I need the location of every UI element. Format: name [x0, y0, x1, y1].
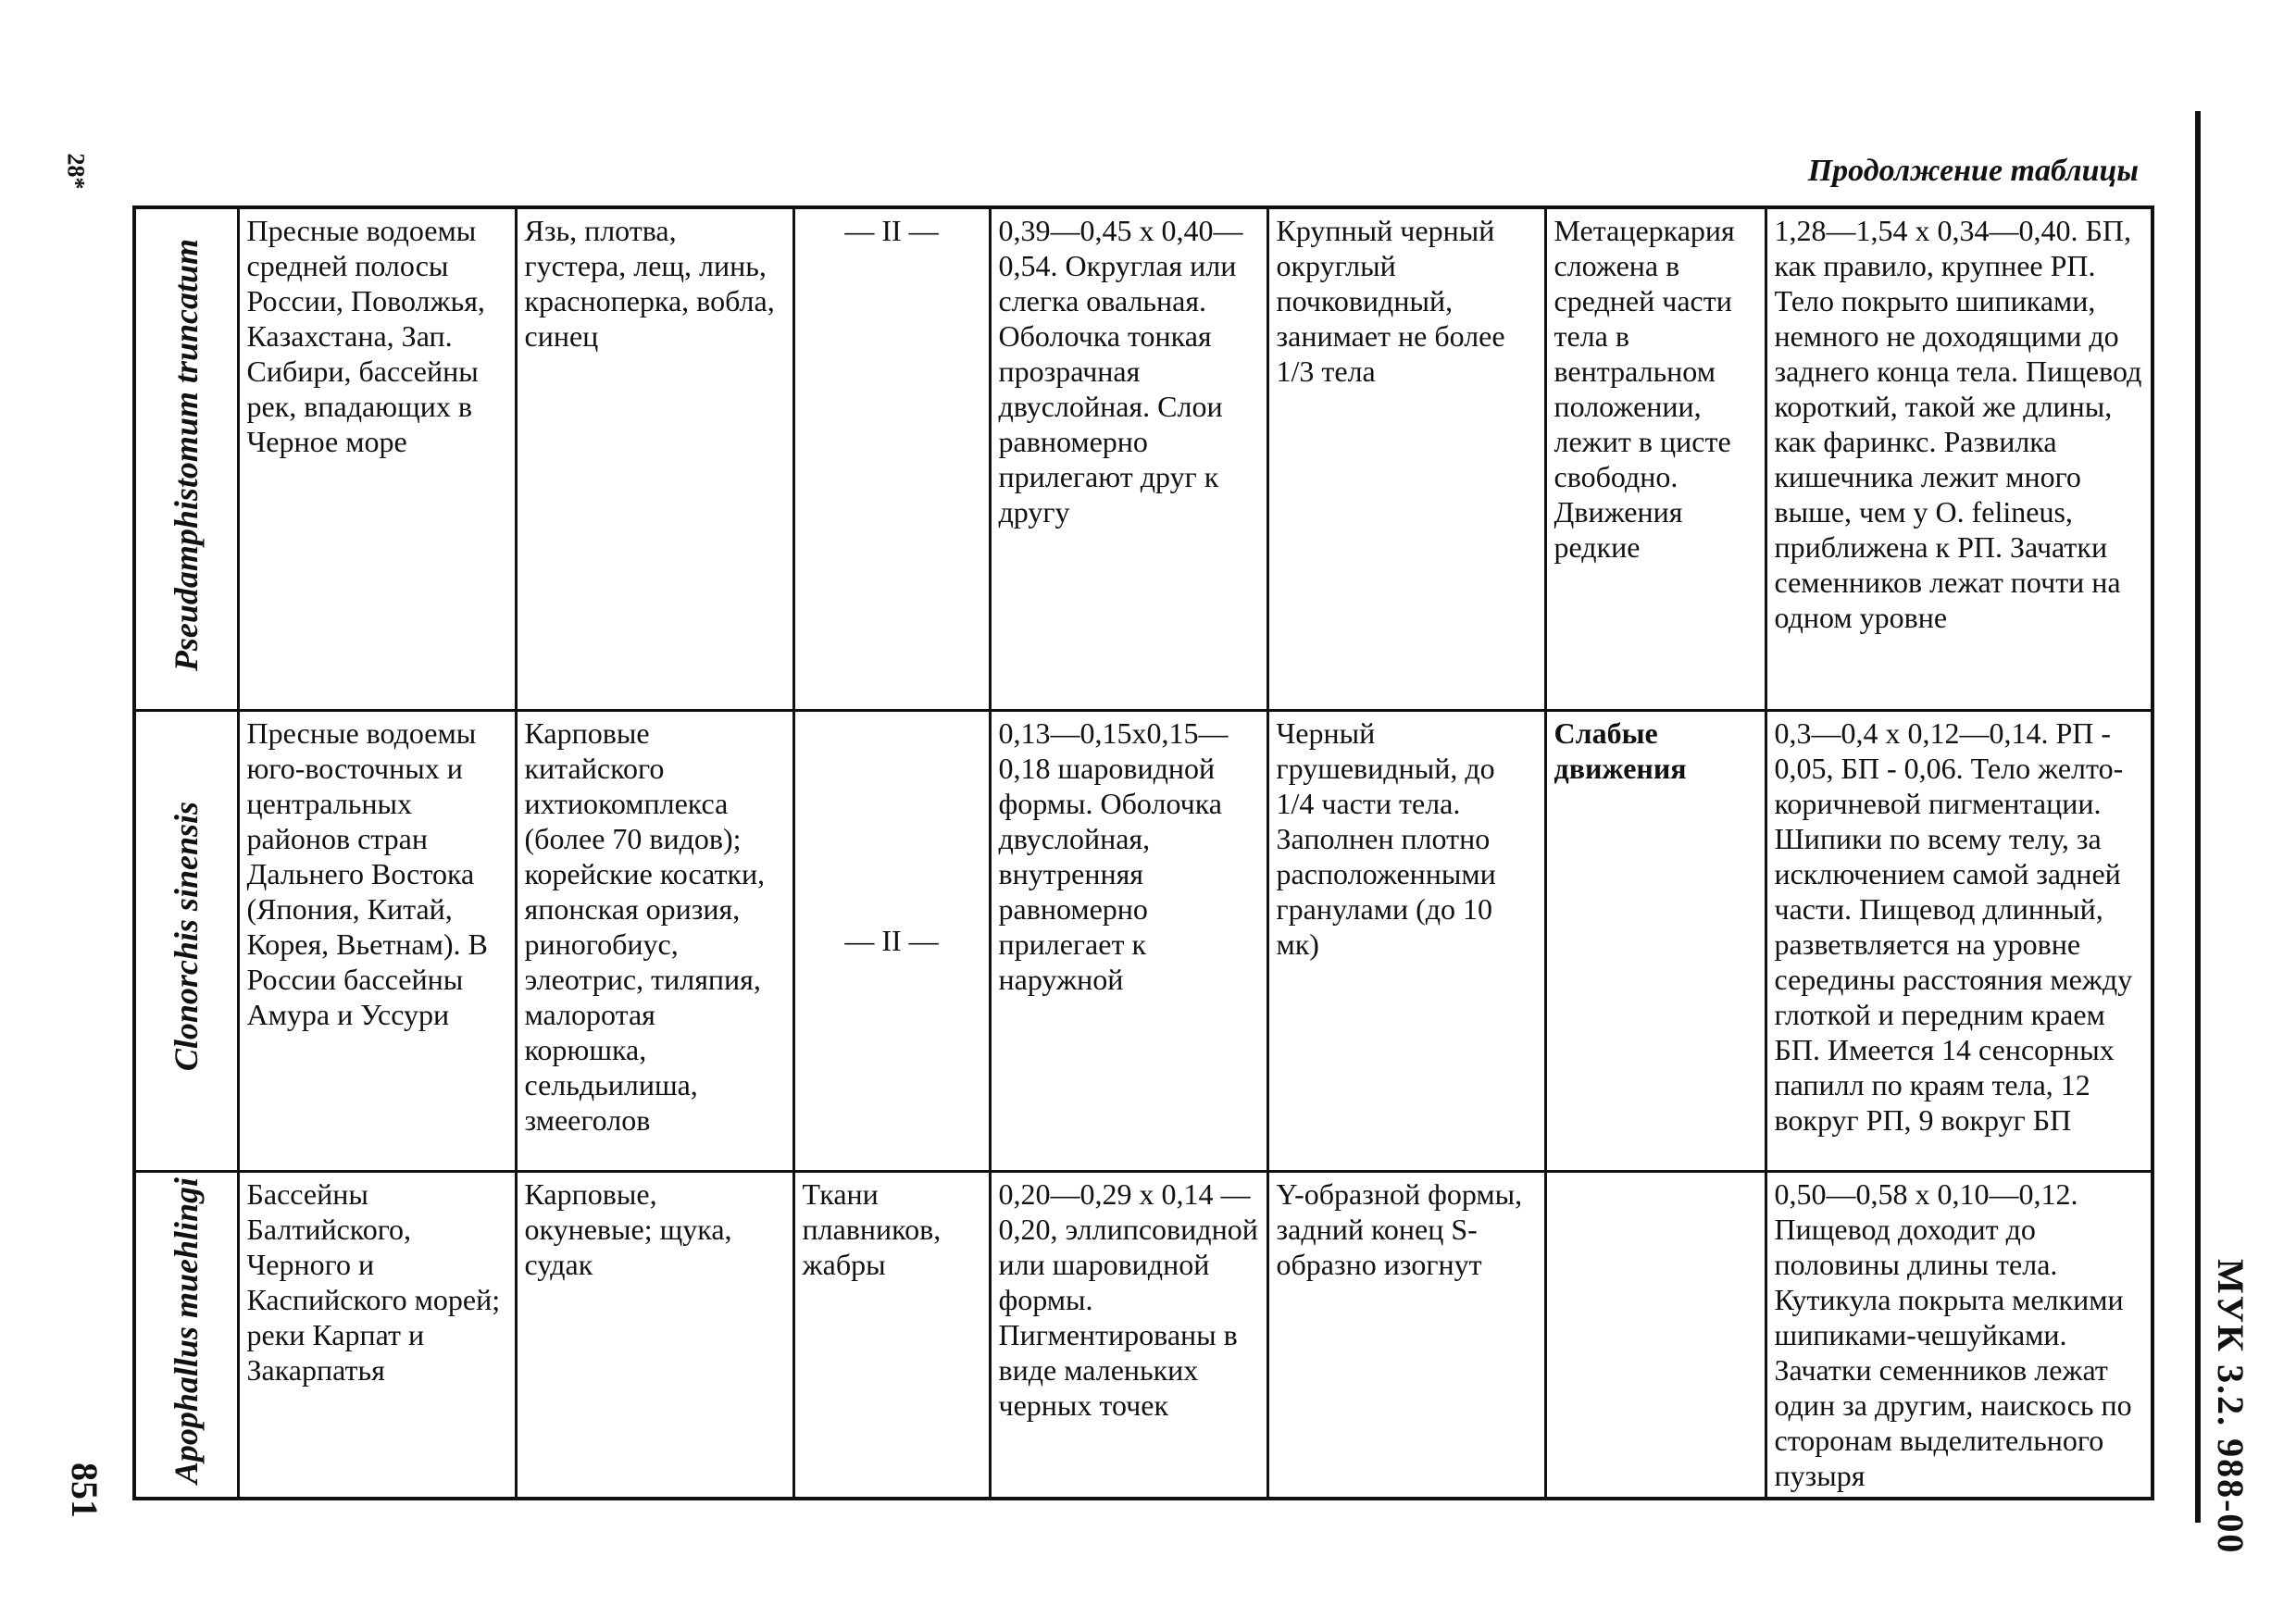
pigment-body-cell: Крупный черный округлый почковидный, занимает не более 1/3 тела [1267, 207, 1545, 710]
size-shape-cell: 0,39—0,45 х 0,40— 0,54. Округлая или слегка овальная. Оболочка тонкая прозрачная двуслойная. Слои равномерно прилегают друг к другу [990, 207, 1267, 710]
table-row [134, 710, 2152, 1171]
species-name: Pseudamphistomum truncatum [168, 239, 206, 672]
habitat-cell: Пресные водоемы средней полосы России, Поволжья, Казахстана, Зап. Сибири, бассейны рек, впадающих в Черное море [238, 207, 516, 710]
habitat-cell: Бассейны Балтийского, Черного и Каспийского морей; реки Карпат и Закарпатья [238, 1171, 516, 1499]
table-row [134, 207, 2152, 710]
page-corner-mark: 28* [62, 153, 90, 190]
species-cell [134, 207, 238, 710]
species-cell [134, 1171, 238, 1499]
description-cell: 0,3—0,4 х 0,12—0,14. РП - 0,05, БП - 0,06. Тело желто-коричневой пигментации. Шипики по всему телу, за исключением самой задней части. Пищевод длинный, разветвляется на уровне середины расстояния между глоткой и передним краем БП. Имеется 14 сенсорных папилл по краям тела, 12 вокруг РП, 9 вокруг БП [1766, 710, 2152, 1171]
page-number: 851 [64, 1462, 106, 1518]
size-shape-cell: 0,20—0,29 х 0,14 — 0,20, эллипсовидной или шаровидной формы. Пигментированы в виде маленьких черных точек [990, 1171, 1267, 1499]
continuation-heading: Продолжение таблицы [1807, 154, 2139, 188]
hosts-cell: Карповые китайского ихтиокомплекса (более 70 видов); корейские косатки, японская оризия, риногобиус, элеотрис, тиляпия, малоротая корюшка, сельдьилиша, змееголов [516, 710, 793, 1171]
description-cell: 0,50—0,58 х 0,10—0,12. Пищевод доходит до половины длины тела. Кутикула покрыта мелкими шипиками-чешуйками. Зачатки семенников лежат один за другим, наискось по сторонам выделительного пузыря [1766, 1171, 2152, 1499]
stage-cell: — II — [793, 207, 990, 710]
margin-rule [2195, 111, 2201, 1523]
pigment-body-cell: Черный грушевидный, до 1/4 части тела. Заполнен плотно расположенными гранулами (до 10 мк) [1267, 710, 1545, 1171]
position-movement-cell: Слабые движения [1545, 710, 1766, 1171]
document-code: МУК 3.2. 988-00 [2210, 1259, 2252, 1555]
size-shape-cell: 0,13—0,15х0,15—0,18 шаровидной формы. Оболочка двуслойная, внутренняя равномерно прилегает к наружной [990, 710, 1267, 1171]
table-row [134, 1171, 2152, 1499]
species-name: Clonorchis sinensis [168, 802, 206, 1072]
species-cell [134, 710, 238, 1171]
hosts-cell: Язь, плотва, густера, лещ, линь, красноперка, вобла, синец [516, 207, 793, 710]
position-movement-cell [1545, 1171, 1766, 1499]
hosts-cell: Карповые, окуневые; щука, судак [516, 1171, 793, 1499]
stage-cell: Ткани плавников, жабры [793, 1171, 990, 1499]
species-name: Apophallus muehlingi [168, 1176, 206, 1485]
pigment-body-cell: Y-образной формы, задний конец S-образно изогнут [1267, 1171, 1545, 1499]
description-cell: 1,28—1,54 х 0,34—0,40. БП, как правило, крупнее РП. Тело покрыто шипиками, немного не доходящими до заднего конца тела. Пищевод короткий, такой же длины, как фаринкс. Развилка кишечника лежит много выше, чем у O. felineus, приближена к РП. Зачатки семенников лежат почти на одном уровне [1766, 207, 2152, 710]
stage-cell: — II — [793, 710, 990, 1171]
parasite-table [132, 205, 2154, 1500]
position-movement-cell: Метацеркария сложена в средней части тела в вентральном положении, лежит в цисте свободно. Движения редкие [1545, 207, 1766, 710]
habitat-cell: Пресные водоемы юго-восточных и центральных районов стран Дальнего Востока (Япония, Китай, Корея, Вьетнам). В России бассейны Амура и Уссури [238, 710, 516, 1171]
